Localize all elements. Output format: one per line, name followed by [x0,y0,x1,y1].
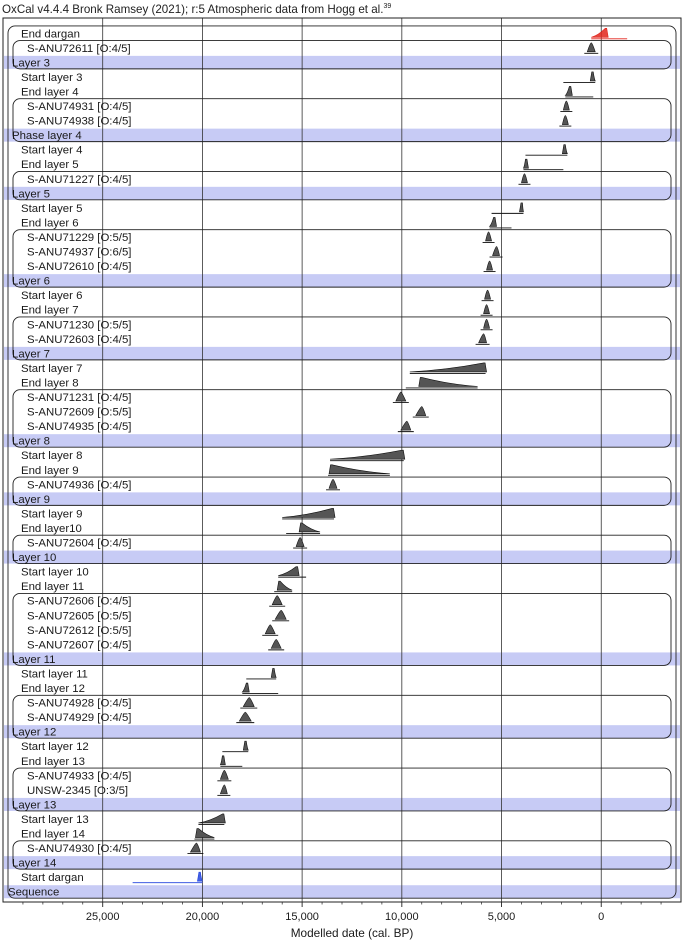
row-label-layer-13: Layer 13 [12,799,57,812]
row-label-end-layer-9: End layer 9 [21,464,79,477]
mark-end-dargan [591,28,608,37]
row-label-layer-7: Layer 7 [12,348,50,361]
row-label-layer-10: Layer 10 [12,552,57,565]
mark-s-anu72604-o-4-5 [296,538,304,547]
mark-start-layer-4 [562,145,567,154]
row-label-s-anu72603-o-4-5: S-ANU72603 [O:4/5] [27,333,132,346]
row-label-end-layer-14: End layer 14 [21,828,85,841]
mark-s-anu74938-o-4-5 [562,116,568,125]
row-label-start-layer-8: Start layer 8 [21,450,83,463]
row-label-start-layer-10: Start layer 10 [21,566,89,579]
row-label-end-layer-13: End layer 13 [21,755,85,768]
row-label-start-layer-3: Start layer 3 [21,71,83,84]
row-label-s-anu71230-o-5-5: S-ANU71230 [O:5/5] [27,319,132,332]
row-label-start-layer-11: Start layer 11 [21,668,88,681]
x-axis-title: Modelled date (cal. BP) [290,926,414,940]
mark-s-anu72605-o-5-5 [275,610,286,619]
row-label-start-layer-13: Start layer 13 [21,813,89,826]
mark-s-anu74933-o-4-5 [220,770,228,779]
mark-s-anu74935-o-4-5 [401,421,411,430]
mark-s-anu72603-o-4-5 [479,334,487,343]
mark-start-layer-10 [278,567,299,576]
tick-label-1: 20,000 [185,911,220,923]
group-boxes [8,26,676,898]
row-label-start-layer-5: Start layer 5 [21,202,83,215]
row-label-s-anu74929-o-4-5: S-ANU74929 [O:4/5] [27,712,132,725]
row-label-start-layer-7: Start layer 7 [21,362,83,375]
mark-s-anu72606-o-4-5 [272,596,282,605]
row-label-s-anu72606-o-4-5: S-ANU72606 [O:4/5] [27,595,132,608]
mark-s-anu71227-o-4-5 [521,174,527,183]
band-layer-6 [4,274,680,287]
gridlines [103,18,602,902]
mark-end-layer-7 [484,305,490,314]
mark-s-anu72609-o-5-5 [416,407,426,416]
row-label-end-dargan: End dargan [21,28,80,41]
row-label-s-anu72610-o-4-5: S-ANU72610 [O:4/5] [27,261,132,274]
mark-end-layer-11 [277,581,292,590]
row-label-start-layer-4: Start layer 4 [21,144,83,157]
band-layer-10 [4,551,680,564]
header-text: OxCal v4.4.4 Bronk Ramsey (2021); r:5 Atmospheric data from Hogg et al. [2,3,384,16]
row-label-s-anu71231-o-4-5: S-ANU71231 [O:4/5] [27,392,132,405]
group-box-12 [8,26,676,898]
row-label-end-layer-11: End layer 11 [21,581,85,594]
mark-start-layer-3 [590,72,595,81]
mark-s-anu71231-o-4-5 [396,392,406,401]
mark-start-layer-12 [243,741,248,750]
mark-s-anu74937-o-6-5 [493,247,500,256]
mark-unsw-2345-o-3-5 [220,785,227,794]
mark-start-dargan [197,872,202,881]
mark-s-anu71230-o-5-5 [484,319,490,328]
tick-label-2: 15,000 [285,911,319,923]
row-label-end-layer10: End layer10 [21,522,82,535]
x-axis [23,902,661,923]
row-label-start-dargan: Start dargan [21,872,84,885]
row-label-s-anu71229-o-5-5: S-ANU71229 [O:5/5] [27,231,132,244]
mark-end-layer-9 [329,465,390,474]
mark-start-layer-8 [330,450,405,459]
mark-start-layer-5 [519,203,523,212]
tick-label-5: 0 [598,911,605,923]
row-label-s-anu74931-o-4-5: S-ANU74931 [O:4/5] [27,101,132,114]
band-phase-layer-4 [4,129,680,142]
tick-label-0: 25,000 [85,911,120,923]
mark-s-anu72612-o-5-5 [265,625,275,634]
row-label-s-anu74937-o-6-5: S-ANU74937 [O:6/5] [27,246,132,259]
mark-end-layer10 [299,523,320,532]
row-label-end-layer-4: End layer 4 [21,86,79,99]
row-label-s-anu71227-o-4-5: S-ANU71227 [O:4/5] [27,173,132,186]
row-label-s-anu72604-o-4-5: S-ANU72604 [O:4/5] [27,537,132,550]
mark-end-layer-12 [242,683,249,692]
row-label-end-layer-5: End layer 5 [21,159,79,172]
mark-s-anu74928-o-4-5 [243,698,254,707]
mark-end-layer-6 [490,217,497,226]
header-citation: 39 [383,3,392,11]
row-label-layer-5: Layer 5 [12,188,50,201]
row-label-start-layer-9: Start layer 9 [21,508,83,521]
row-label-s-anu74930-o-4-5: S-ANU74930 [O:4/5] [27,843,132,856]
mark-s-anu72610-o-4-5 [487,261,493,270]
row-label-start-layer-12: Start layer 12 [21,741,89,754]
mark-s-anu74929-o-4-5 [239,712,251,721]
band-layer-3 [4,56,680,69]
row-label-s-anu72611-o-4-5: S-ANU72611 [O:4/5] [27,42,131,55]
mark-s-anu72607-o-4-5 [271,639,281,648]
row-label-s-anu72612-o-5-5: S-ANU72612 [O:5/5] [27,624,132,637]
band-layer-9 [4,492,680,505]
band-layer-14 [4,856,680,869]
row-label-s-anu72605-o-5-5: S-ANU72605 [O:5/5] [27,610,132,623]
tick-label-4: 5,000 [487,911,516,923]
row-label-layer-11: Layer 11 [12,653,56,666]
band-layer-12 [4,725,680,738]
band-layer-11 [4,652,680,665]
mark-end-layer-5 [523,159,528,168]
row-label-layer-8: Layer 8 [12,435,50,448]
row-label-end-layer-6: End layer 6 [21,217,79,230]
row-label-unsw-2345-o-3-5: UNSW-2345 [O:3/5] [27,784,129,797]
mark-start-layer-9 [282,508,335,517]
mark-end-layer-8 [419,377,478,386]
row-label-phase-layer-4: Phase layer 4 [12,130,82,143]
row-label-end-layer-12: End layer 12 [21,683,85,696]
row-label-layer-9: Layer 9 [12,493,50,506]
tick-label-3: 10,000 [384,911,419,923]
mark-end-layer-13 [220,756,225,765]
row-label-end-layer-8: End layer 8 [21,377,79,390]
mark-start-layer-11 [271,668,276,677]
row-label-s-anu74928-o-4-5: S-ANU74928 [O:4/5] [27,697,132,710]
band-layer-7 [4,347,680,360]
band-layer-8 [4,434,680,447]
row-label-s-anu74936-o-4-5: S-ANU74936 [O:4/5] [27,479,132,492]
mark-s-anu74931-o-4-5 [563,101,569,110]
mark-end-layer-14 [195,829,214,838]
row-label-start-layer-6: Start layer 6 [21,290,83,303]
mark-s-anu71229-o-5-5 [486,232,492,241]
mark-s-anu72611-o-4-5 [587,43,595,52]
row-label-layer-12: Layer 12 [12,726,57,739]
row-label-s-anu74938-o-4-5: S-ANU74938 [O:4/5] [27,115,132,128]
distribution-marks [133,28,628,882]
band-sequence [4,885,680,898]
row-label-s-anu72607-o-4-5: S-ANU72607 [O:4/5] [27,639,132,652]
row-label-s-anu74935-o-4-5: S-ANU74935 [O:4/5] [27,421,132,434]
row-label-layer-3: Layer 3 [12,57,50,70]
row-label-layer-6: Layer 6 [12,275,50,288]
mark-start-layer-6 [485,290,491,299]
row-label-sequence: Sequence [8,886,60,899]
mark-start-layer-7 [410,363,487,372]
row-label-s-anu72609-o-5-5: S-ANU72609 [O:5/5] [27,406,132,419]
mark-s-anu74936-o-4-5 [329,479,337,488]
band-layer-5 [4,187,680,200]
row-label-s-anu74933-o-4-5: S-ANU74933 [O:4/5] [27,770,132,783]
band-layer-13 [4,798,680,811]
row-label-end-layer-7: End layer 7 [21,304,79,317]
row-label-layer-14: Layer 14 [12,857,57,870]
mark-s-anu74930-o-4-5 [190,843,200,852]
mark-end-layer-4 [565,86,572,95]
